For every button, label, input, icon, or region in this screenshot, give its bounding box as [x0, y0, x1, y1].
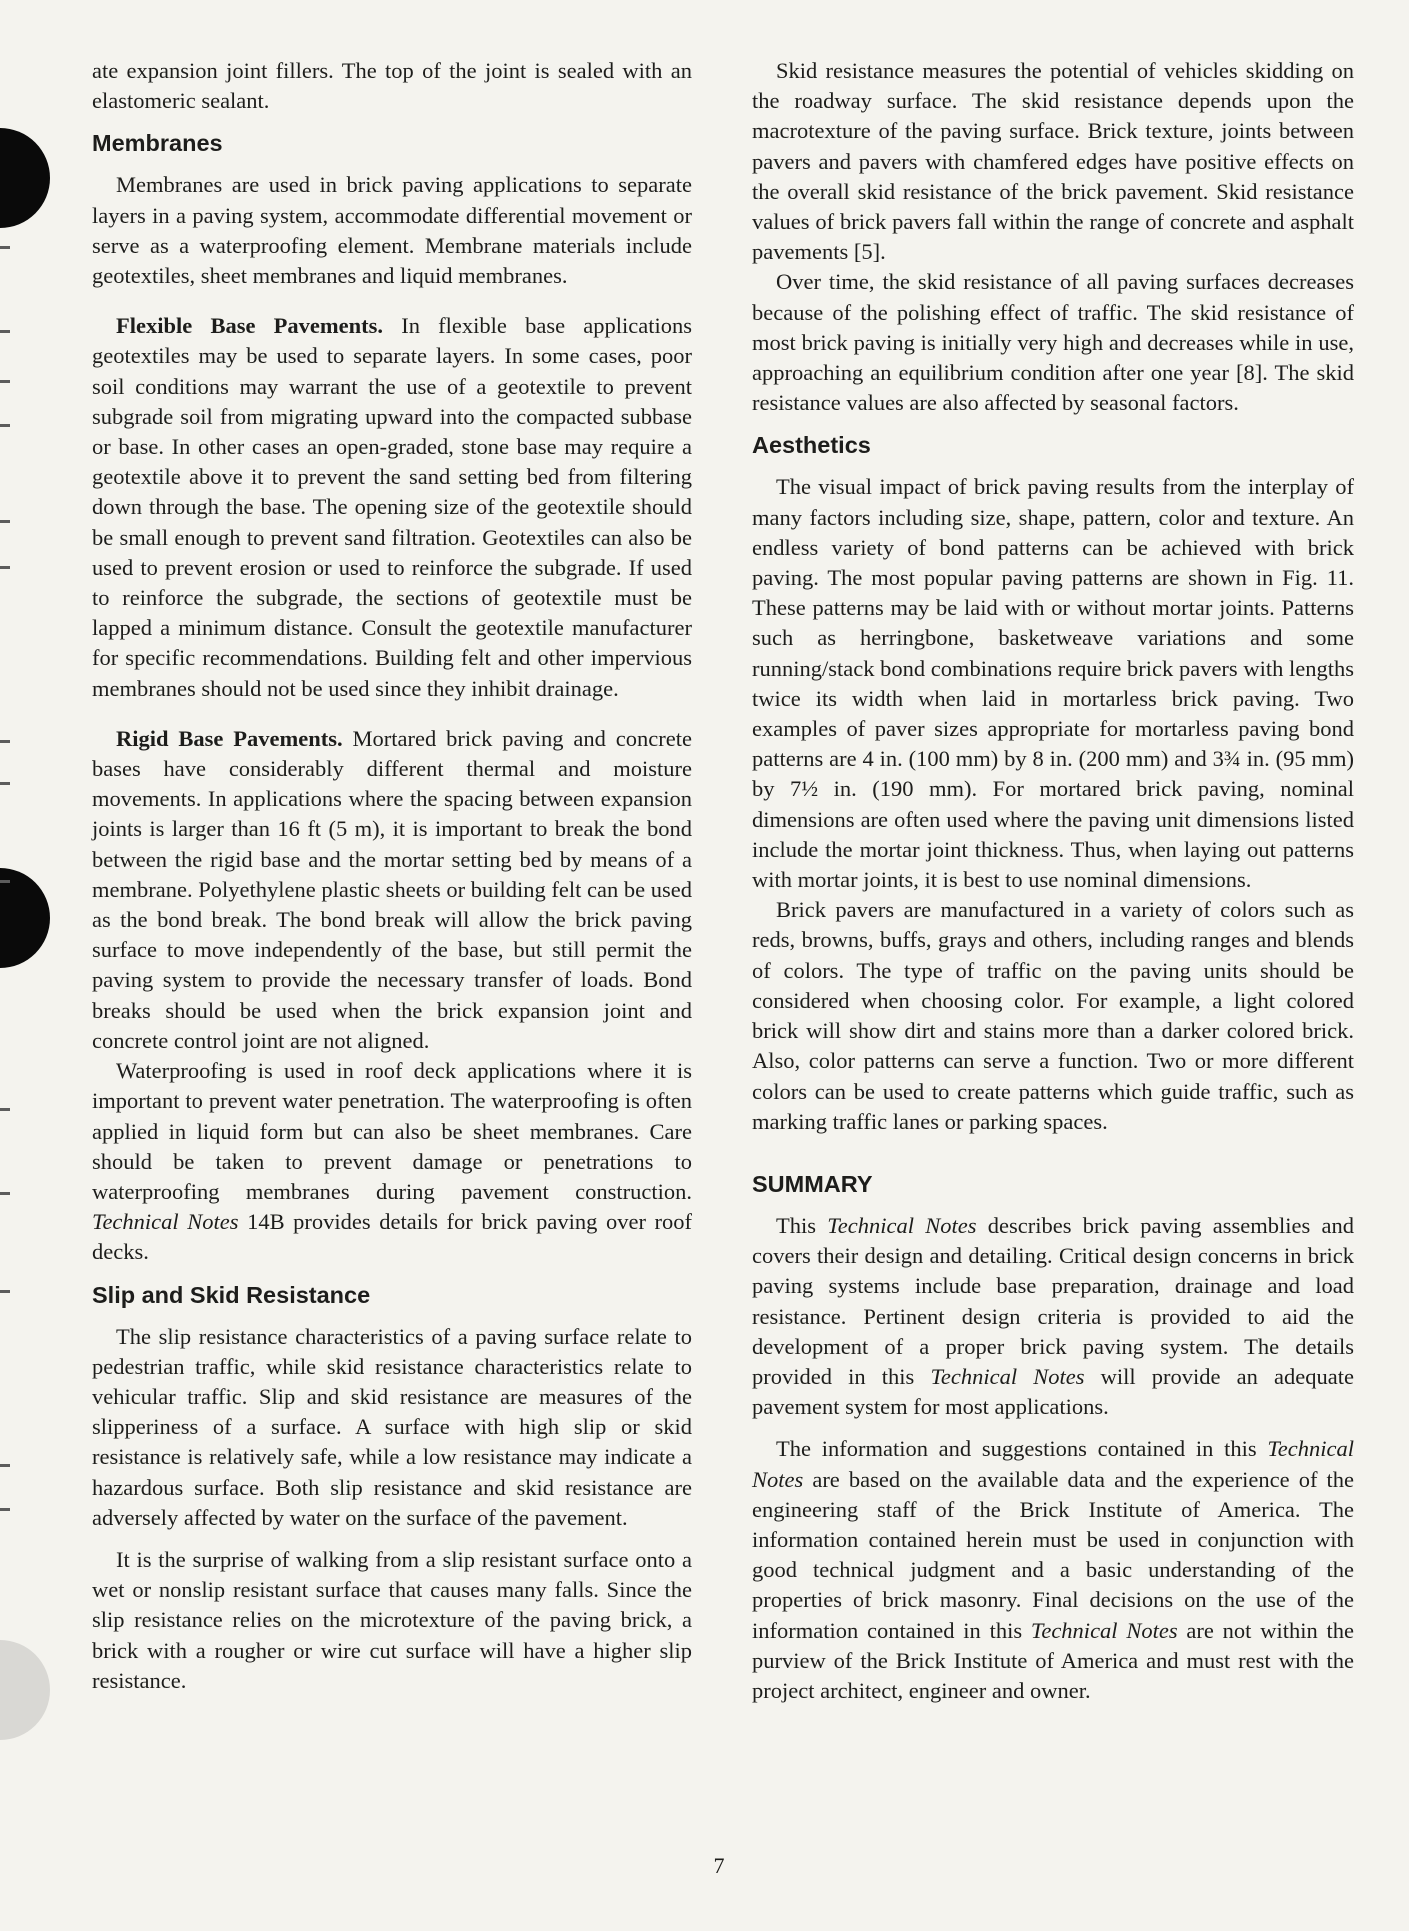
rigid-base-paragraph [92, 724, 692, 1056]
margin-mark [0, 380, 10, 383]
summary-text: will provide an adequate pavement system for most applications. [752, 1363, 1354, 1420]
punch-hole-middle [0, 868, 50, 968]
margin-mark [0, 782, 10, 785]
summary-reference: Technical Notes [827, 1212, 977, 1238]
membranes-heading: Membranes [92, 130, 223, 157]
summary-reference: Technical Notes [930, 1363, 1085, 1389]
intro-paragraph: ate expansion joint fillers. The top of the joint is sealed with an elastomeric sealant. [92, 58, 692, 114]
summary-text: The information and suggestions contained in this [776, 1436, 1268, 1462]
margin-mark [0, 520, 10, 523]
skid-paragraph-1: Skid resistance measures the potential of vehicles skidding on the roadway surface. The skid resistance depends upon the macrotexture of the paving surface. Brick texture, joints between pavers and pavers with chamfered edges have positive effects on the overall skid resistance of the brick pavement. Skid resistance values of brick pavers fall within the range of concrete and asphalt pavements [5]. [752, 58, 1354, 265]
membranes-paragraph: Membranes are used in brick paving applications to separate layers in a paving system, accommodate differential movement or serve as a waterproofing element. Membrane materials include geotextiles, sheet membranes and liquid membranes. [92, 172, 692, 289]
slip-skid-heading: Slip and Skid Resistance [92, 1281, 371, 1308]
flexible-base-runin-heading: Flexible Base Pavements. [116, 313, 383, 339]
summary-reference: Technical Notes [1030, 1617, 1178, 1643]
margin-mark [0, 1108, 10, 1111]
waterproofing-reference: Technical Notes [92, 1209, 239, 1235]
margin-mark [0, 424, 10, 427]
rigid-base-text: Mortared brick paving and concrete bases have considerably different thermal and moisture movements. In applications where the spacing between expansion joints is larger than 16 ft (5 m), it is important to break the bond between the rigid base and the mortar setting bed by means of a membrane. Polyethylene plastic sheets or building felt can be used as the bond break. The bond break will allow the brick paving surface to move independently of the base, but still permit the paving system to provide the necessary transfer of loads. Bond breaks should be used when the brick expansion joint and concrete control joint are not aligned. [92, 725, 692, 1053]
waterproofing-text: Waterproofing is used in roof deck applications where it is important to prevent water penetration. The waterproofing is often applied in liquid form but can also be sheet membranes. Care should be taken to prevent damage or penetrations to waterproofing membranes during pavement construction. [92, 1058, 692, 1204]
margin-mark [0, 566, 10, 569]
margin-mark [0, 1290, 10, 1293]
slip-paragraph-1: The slip resistance characteristics of a paving surface relate to pedestrian traffic, while skid resistance characteristics relate to vehicular traffic. Slip and skid resistance are measures of the slipperiness of a surface. A surface with high slip or skid resistance is relatively safe, while a low resistance may indicate a hazardous surface. Both slip resistance and skid resistance are adversely affected by water on the surface of the pavement. [92, 1323, 692, 1530]
margin-mark [0, 246, 10, 249]
page-number: 7 [713, 1853, 725, 1878]
skid-paragraph-2: Over time, the skid resistance of all paving surfaces decreases because of the polishing effect of traffic. The skid resistance of most brick paving is initially very high and decreases while in use, approaching an equilibrium condition after one year [8]. The skid resistance values are also affected by seasonal factors. [752, 269, 1354, 416]
summary-heading: SUMMARY [752, 1170, 873, 1197]
flexible-base-paragraph [92, 311, 692, 704]
margin-mark [0, 740, 10, 743]
summary-text: describes brick paving assemblies and covers their design and detailing. Critical design concerns in brick paving systems include base preparation, drainage and load resistance. Pertinent design criteria is provided to aid the development of a proper brick paving system. The details provided in this [752, 1212, 1354, 1389]
summary-text: are not within the purview of the Brick Institute of America and must rest with the project architect, engineer and owner. [752, 1617, 1354, 1703]
margin-mark [0, 880, 10, 883]
margin-mark [0, 330, 10, 333]
margin-mark [0, 1192, 10, 1195]
punch-hole-bottom [0, 1640, 50, 1740]
punch-hole-top [0, 128, 50, 228]
summary-paragraph-1 [752, 1211, 1354, 1422]
slip-paragraph-2: It is the surprise of walking from a slip resistant surface onto a wet or nonslip resistant surface that causes many falls. Since the slip resistance relies on the microtexture of the paving brick, a brick with a rougher or wire cut surface will have a higher slip resistance. [92, 1546, 692, 1693]
waterproofing-paragraph [92, 1056, 692, 1267]
left-column [92, 56, 692, 1696]
aesthetics-paragraph-1: The visual impact of brick paving results from the interplay of many factors including size, shape, pattern, color and texture. An endless variety of bond patterns can be achieved with brick paving. The most popular paving patterns are shown in Fig. 11. These patterns may be laid with or without mortar joints. Patterns such as herringbone, basketweave variations and some running/stack bond combinations require brick pavers with lengths twice its width when laid in mortarless brick paving. Two examples of paver sizes appropriate for mortarless paving bond patterns are 4 in. (100 mm) by 8 in. (200 mm) and 3¾ in. (95 mm) by 7½ in. (190 mm). For mortared brick paving, nominal dimensions are often used where the paving unit dimensions listed include the mortar joint thickness. Thus, when laying out patterns with mortar joints, it is best to use nominal dimensions. [752, 474, 1354, 893]
aesthetics-heading: Aesthetics [752, 432, 871, 459]
summary-reference: Technical Notes [752, 1436, 1354, 1492]
summary-paragraph-2 [752, 1434, 1354, 1706]
summary-text: are based on the available data and the experience of the engineering staff of the Brick Institute of America. The information contained herein must be used in conjunction with good technical judgment and a basic understanding of the properties of brick masonry. Final decisions on the use of the information contained in this [752, 1466, 1354, 1643]
margin-mark [0, 1508, 10, 1511]
flexible-base-text: In flexible base applications geotextiles may be used to separate layers. In some cases, poor soil conditions may warrant the use of a geotextile to prevent subgrade soil from migrating upward into the compacted subbase or base. In other cases an open-graded, stone base may require a geotextile above it to prevent the sand setting bed from filtering down through the base. The opening size of the geotextile should be small enough to prevent sand filtration. Geotextiles can also be used to prevent erosion or used to reinforce the subgrade. If used to reinforce the subgrade, the sections of geotextile must be lapped a minimum distance. Consult the geotextile manufacturer for specific recommendations. Building felt and other impervious membranes should not be used since they inhibit drainage. [92, 313, 692, 701]
margin-mark [0, 1464, 10, 1467]
summary-text: This [776, 1212, 828, 1238]
aesthetics-paragraph-2: Brick pavers are manufactured in a variety of colors such as reds, browns, buffs, grays and others, including ranges and blends of colors. The type of traffic on the paving units should be considered when choosing color. For example, a light colored brick will show dirt and stains more than a darker colored brick. Also, color patterns can serve a function. Two or more different colors can be used to create patterns which guide traffic, such as marking traffic lanes or parking spaces. [752, 897, 1354, 1134]
rigid-base-runin-heading: Rigid Base Pavements. [116, 725, 343, 751]
right-column [752, 56, 1354, 1706]
waterproofing-text-end: 14B provides details for brick paving over roof decks. [92, 1209, 692, 1265]
